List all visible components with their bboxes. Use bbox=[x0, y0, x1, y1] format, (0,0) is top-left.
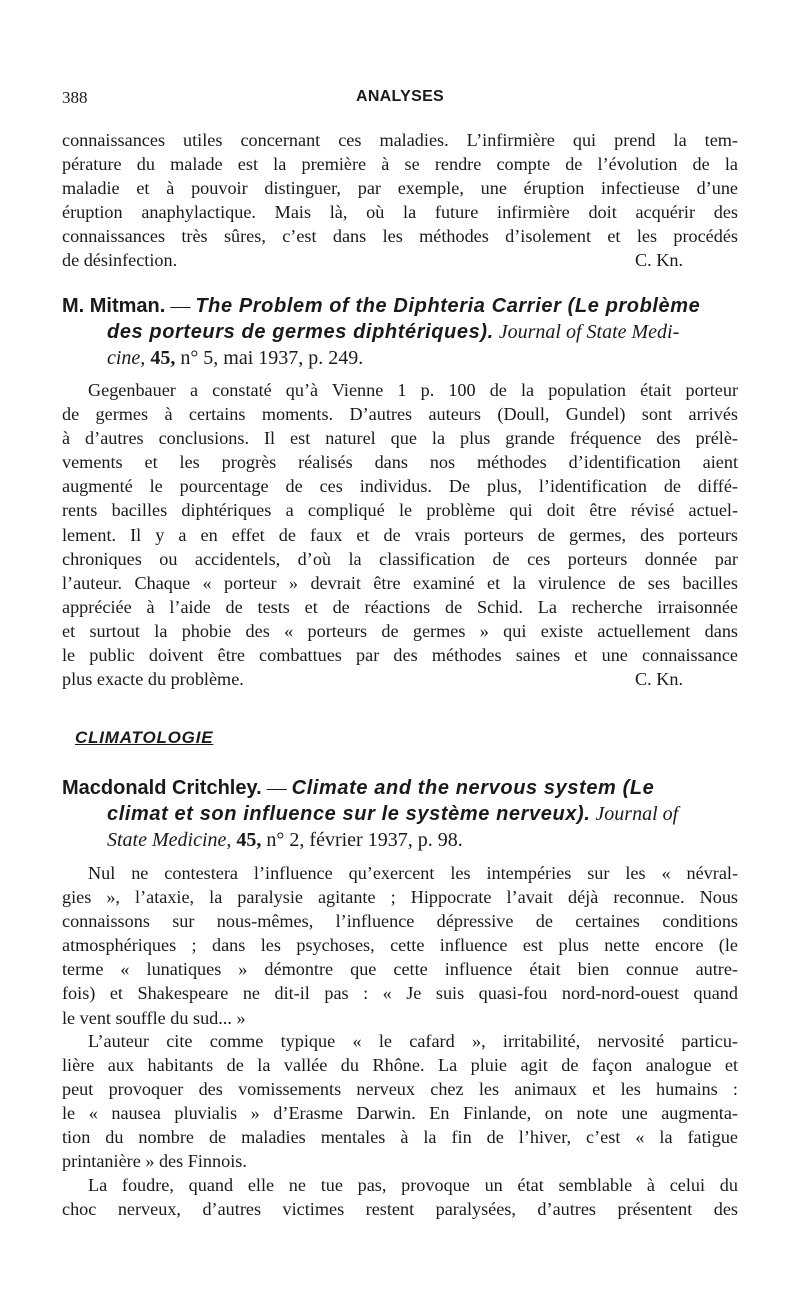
reference-line bbox=[62, 293, 742, 319]
reference-line bbox=[62, 319, 742, 345]
article-reference bbox=[62, 293, 742, 371]
reference-line bbox=[62, 345, 742, 371]
article-body bbox=[62, 1029, 738, 1174]
article-body bbox=[62, 861, 738, 1030]
signature: C. Kn. bbox=[635, 669, 683, 690]
running-head bbox=[62, 88, 738, 112]
text-line: chroniques ou accidentels, d’où la classification de ces porteurs donnée par bbox=[62, 548, 738, 569]
text-line: connaissances très sûres, c’est dans les méthodes d’isolement et les procédés bbox=[62, 226, 738, 247]
text-line: connaissances utiles concernant ces maladies. L’infirmière qui prend la tem- bbox=[62, 130, 738, 150]
text-line: gies », l’ataxie, la paralysie agitante ; Hippocrate l’avait déjà reconnue. Nous bbox=[62, 887, 738, 908]
author: M. Mitman. bbox=[62, 295, 166, 317]
text-line: augmenté le pourcentage de ces individus. De plus, l’identification de diffé- bbox=[62, 476, 738, 497]
dash: — bbox=[266, 777, 287, 799]
section-heading: ANALYSES bbox=[355, 88, 445, 105]
text-line: rents bacilles diphtériques a compliqué le problème qui doit être révisé actuel- bbox=[62, 500, 738, 521]
reference-line bbox=[62, 775, 742, 801]
text-line-end: plus exacte du problème. bbox=[62, 669, 244, 690]
volume: 45, bbox=[236, 829, 262, 851]
text-line: le public doivent être combattues par des méthodes saines et une connaissance bbox=[62, 645, 738, 666]
dash: — bbox=[170, 295, 191, 317]
text-line: pérature du malade est la première à se rendre compte de l’évolution de la bbox=[62, 154, 738, 175]
text-line: La foudre, quand elle ne tue pas, provoque un état semblable à celui du bbox=[88, 1175, 738, 1195]
reference-line bbox=[62, 801, 742, 827]
text-line: L’auteur cite comme typique « le cafard », irritabilité, nervosité particu- bbox=[88, 1031, 738, 1051]
article-body bbox=[62, 1173, 738, 1221]
text-line: l’auteur. Chaque « porteur » devrait être examiné et la virulence de ses bacilles bbox=[62, 572, 738, 593]
volume: 45, bbox=[150, 347, 176, 369]
text-line: de germes à certains moments. D’autres auteurs (Doull, Gundel) sont arrivés bbox=[62, 404, 738, 425]
article-title-cont: des porteurs de germes diphtériques). bbox=[107, 321, 494, 343]
text-line: lière aux habitants de la vallée du Rhône. La pluie agit de façon analogue et bbox=[62, 1055, 738, 1076]
article-title: Climate and the nervous system (Le bbox=[291, 777, 655, 799]
article-title-cont: climat et son influence sur le système nerveux). bbox=[107, 803, 591, 825]
rubric-heading: CLIMATOLOGIE bbox=[75, 728, 214, 747]
text-line: le « nausea pluvialis » d’Erasme Darwin. En Finlande, on note une augmenta- bbox=[62, 1103, 738, 1124]
text-line: Nul ne contestera l’influence qu’exercent les intempéries sur les « névral- bbox=[88, 863, 738, 883]
text-line: appréciée à l’aide de tests et de réactions de Schid. La recherche irraisonnée bbox=[62, 596, 738, 617]
journal-name-cont: State Medicine, bbox=[107, 829, 232, 851]
text-line: printanière » des Finnois. bbox=[62, 1151, 247, 1172]
text-line bbox=[62, 248, 738, 272]
text-line: maladie et à pouvoir distinguer, par exemple, une éruption infectieuse d’une bbox=[62, 178, 738, 199]
text-line: atmosphériques ; dans les psychoses, cette influence est plus nette encore (le bbox=[62, 935, 738, 956]
text-line: lement. Il y a en effet de faux et de vrais porteurs de germes, des porteurs bbox=[62, 524, 738, 545]
text-line: tion du nombre de maladies mentales à la fin de l’hiver, c’est « la fatigue bbox=[62, 1127, 738, 1148]
text-line: choc nerveux, d’autres victimes restent paralysées, d’autres présentent des bbox=[62, 1199, 738, 1220]
text-line: connaissons sur nous-mêmes, l’influence dépressive de certaines conditions bbox=[62, 911, 738, 932]
article-title: The Problem of the Diphteria Carrier (Le problème bbox=[195, 295, 701, 317]
intro-paragraph bbox=[62, 128, 738, 273]
reference-line bbox=[62, 827, 742, 853]
text-line: fois) et Shakespeare ne dit-il pas : « Je suis quasi-fou nord-nord-ouest quand bbox=[62, 983, 738, 1004]
journal-name: Journal of bbox=[595, 803, 679, 825]
text-line: Gegenbauer a constaté qu’à Vienne 1 p. 100 de la population était porteur bbox=[88, 380, 738, 400]
signature: C. Kn. bbox=[635, 250, 683, 271]
text-line-end: de désinfection. bbox=[62, 250, 178, 271]
citation: n° 2, février 1937, p. 98. bbox=[266, 829, 463, 851]
article-body bbox=[62, 378, 738, 691]
text-line: éruption anaphylactique. Mais là, où la future infirmière doit acquérir des bbox=[62, 202, 738, 223]
text-line: à d’autres conclusions. Il est naturel que la plus grande fréquence des prélè- bbox=[62, 428, 738, 449]
journal-name: Journal of State Medi- bbox=[498, 321, 680, 343]
journal-name-cont: cine, bbox=[107, 347, 146, 369]
text-line: le vent souffle du sud... » bbox=[62, 1007, 246, 1028]
text-line bbox=[62, 667, 738, 691]
citation: n° 5, mai 1937, p. 249. bbox=[180, 347, 364, 369]
article-reference bbox=[62, 775, 742, 853]
text-line: et surtout la phobie des « porteurs de germes » qui existe actuellement dans bbox=[62, 620, 738, 641]
page-number: 388 bbox=[62, 88, 88, 107]
text-line: vements et les progrès réalisés dans nos méthodes d’identification aient bbox=[62, 452, 738, 473]
author: Macdonald Critchley. bbox=[62, 777, 262, 799]
text-line: terme « lunatiques » démontre que cette influence était bien connue autre- bbox=[62, 959, 738, 980]
text-line: peut provoquer des vomissements nerveux chez les animaux et les humains : bbox=[62, 1079, 738, 1100]
